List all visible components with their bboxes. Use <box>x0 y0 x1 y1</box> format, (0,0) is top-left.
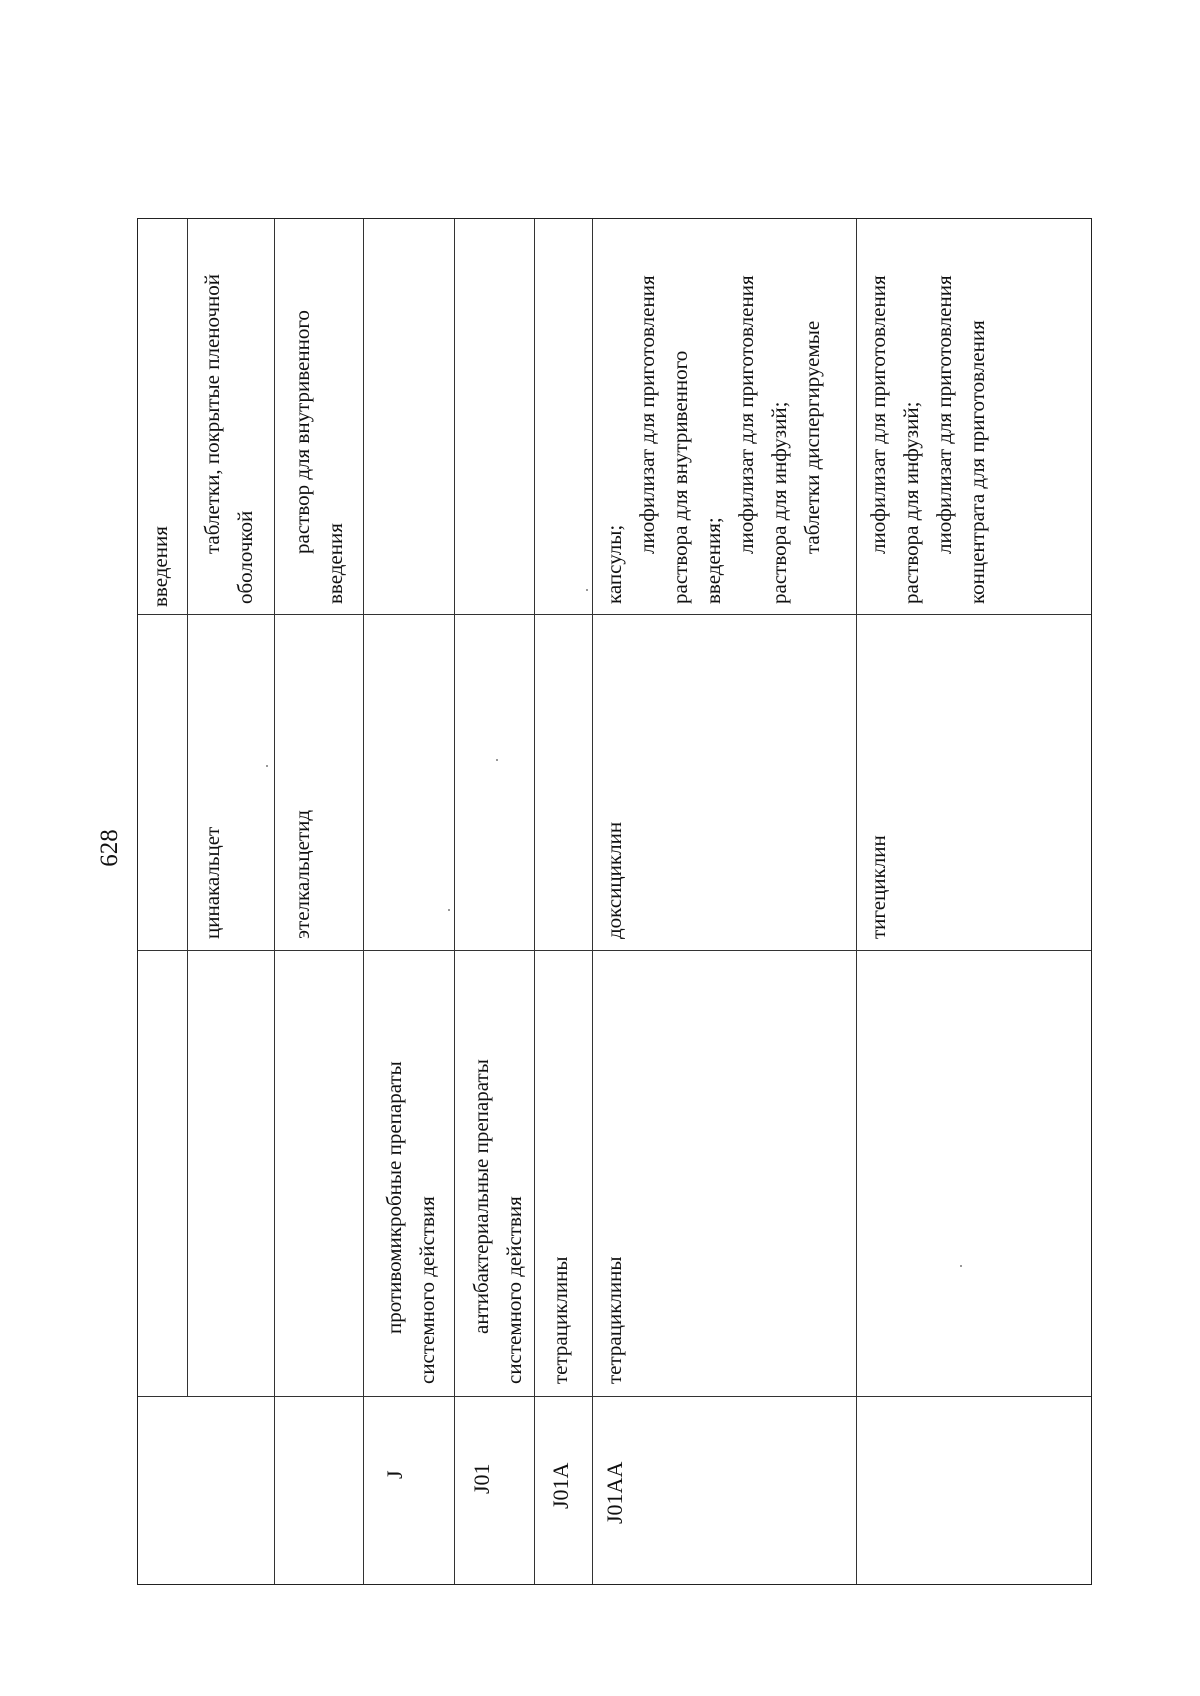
scan-speck <box>496 759 498 761</box>
page-number: 628 <box>96 829 123 867</box>
row-divider <box>454 219 455 1584</box>
scan-speck <box>448 909 450 911</box>
row-divider <box>534 219 535 1584</box>
row-divider <box>592 219 593 1584</box>
drug-table: введения цинакальцет таблетки, покрытые пленочной оболочкой этелкальцетид раствор для внутривенного введения J противомикробные препараты системного действия J01 антибактериальные препараты системного действия J01A тетрациклины J01AA тетрациклины доксициклин капсулы; лиофилизат для приготовления раствора для внутривенного введения; лиофилизат для приготовления раствора для инфузий; таблетки диспергируемые тигециклин лиофилизат для приготовления раствора для инфузий; лиофилизат для приготовления концентрата для приготовления <box>137 218 1092 1585</box>
scan-speck <box>586 589 588 591</box>
row-divider <box>187 219 188 1396</box>
row-divider <box>363 219 364 1584</box>
column-divider-code <box>138 1396 1091 1397</box>
row-divider <box>274 219 275 1584</box>
scan-speck <box>960 1265 962 1267</box>
column-divider-group <box>138 950 1091 951</box>
scan-speck <box>266 765 268 767</box>
column-divider-drug <box>138 614 1091 615</box>
row-divider <box>856 219 857 1584</box>
